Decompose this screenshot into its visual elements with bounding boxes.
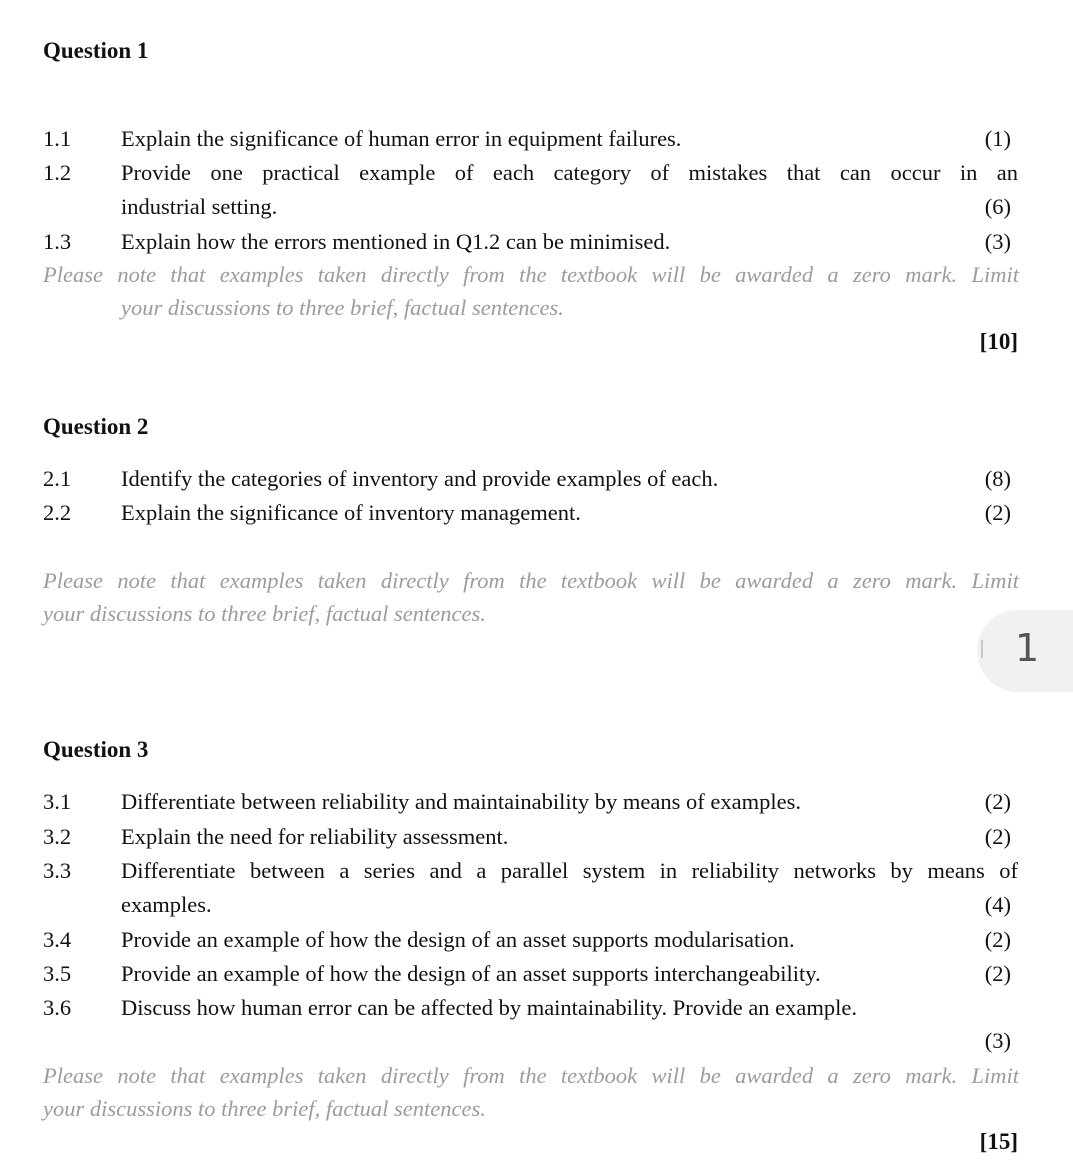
item-number: 3.2 [43, 824, 72, 849]
item-mark: (4) [984, 892, 1011, 917]
item-number: 1.3 [43, 229, 72, 254]
note-line-2: your discussions to three brief, factual sentences. [121, 295, 564, 320]
item-text: Differentiate between reliability and maintainability by means of examples. [121, 789, 801, 814]
item-mark: (2) [984, 927, 1011, 952]
item-text: Provide an example of how the design of an asset supports interchangeability. [121, 961, 821, 986]
item-text: Identify the categories of inventory and provide examples of each. [121, 466, 719, 491]
note-line-2: your discussions to three brief, factual sentences. [43, 601, 486, 626]
item-number: 3.6 [43, 995, 72, 1020]
item-text: Explain the significance of inventory management. [121, 500, 581, 525]
item-text: Provide one practical example of each category of mistakes that can occur in an [121, 160, 1018, 185]
question-1-heading: Question 1 [43, 38, 149, 63]
item-number: 3.4 [43, 927, 72, 952]
item-mark: (2) [984, 961, 1011, 986]
item-text: Differentiate between a series and a parallel system in reliability networks by means of [121, 858, 1018, 883]
item-number: 3.5 [43, 961, 72, 986]
item-mark: (2) [984, 824, 1011, 849]
item-mark: (3) [984, 1028, 1011, 1053]
item-text: Explain the significance of human error in equipment failures. [121, 126, 682, 151]
item-mark: (2) [984, 500, 1011, 525]
question-total: [10] [979, 329, 1018, 354]
item-mark: (1) [984, 126, 1011, 151]
indicator-tick [981, 640, 983, 658]
item-text-continued: industrial setting. [121, 194, 278, 219]
question-3-heading: Question 3 [43, 737, 149, 762]
item-mark: (6) [984, 194, 1011, 219]
note-line-1: Please note that examples taken directly from the textbook will be awarded a zero mark. Limit [43, 568, 1019, 593]
item-text-continued: examples. [121, 892, 212, 917]
item-number: 3.3 [43, 858, 72, 883]
question-total: [15] [979, 1129, 1018, 1154]
page-number-indicator [977, 610, 1073, 692]
note-line-1: Please note that examples taken directly from the textbook will be awarded a zero mark. Limit [43, 262, 1019, 287]
item-number: 1.1 [43, 126, 72, 151]
item-mark: (2) [984, 789, 1011, 814]
item-text: Explain how the errors mentioned in Q1.2 can be minimised. [121, 229, 671, 254]
item-number: 3.1 [43, 789, 72, 814]
item-number: 1.2 [43, 160, 72, 185]
note-line-1: Please note that examples taken directly from the textbook will be awarded a zero mark. Limit [43, 1063, 1019, 1088]
item-number: 2.1 [43, 466, 72, 491]
item-number: 2.2 [43, 500, 72, 525]
item-mark: (8) [984, 466, 1011, 491]
item-text: Provide an example of how the design of an asset supports modularisation. [121, 927, 795, 952]
item-text: Discuss how human error can be affected by maintainability. Provide an example. [121, 995, 858, 1020]
item-mark: (3) [984, 229, 1011, 254]
note-line-2: your discussions to three brief, factual sentences. [43, 1096, 486, 1121]
page-number: 1 [1015, 626, 1040, 670]
item-text: Explain the need for reliability assessment. [121, 824, 509, 849]
question-2-heading: Question 2 [43, 414, 149, 439]
